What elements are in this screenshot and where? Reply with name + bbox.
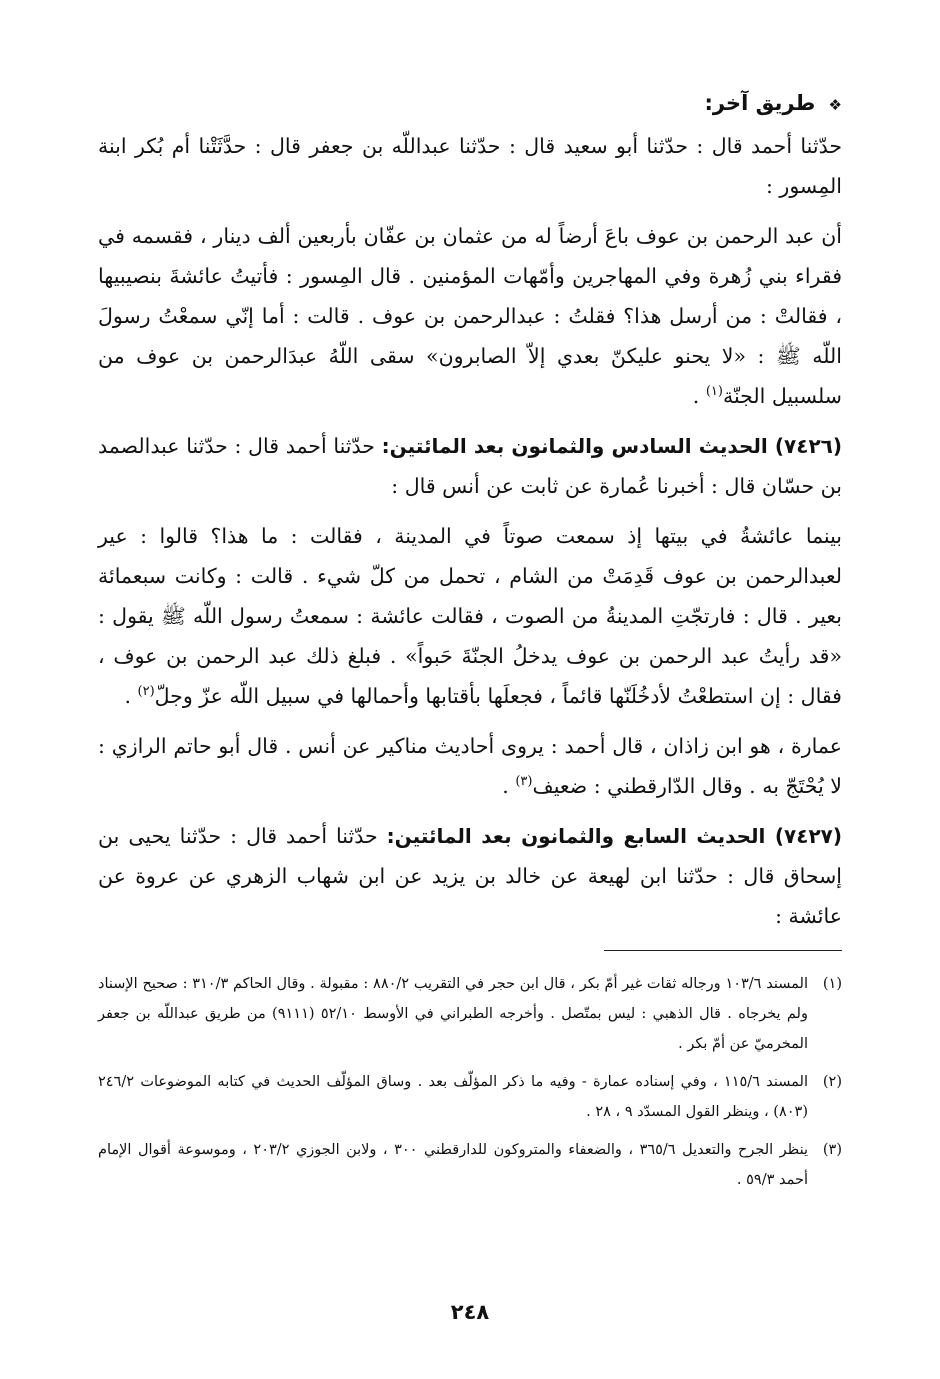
page-number: ٢٤٨ [450, 1300, 490, 1324]
footnote-3-text: ينظر الجرح والتعديل ٣٦٥/٦ ، والضعفاء والمتروكون للدارقطني ٣٠٠ ، ولابن الجوزي ٢٠٣/٢ ، وموسوعة أقوال الإمام أحمد ٥٩/٣ . [98, 1142, 808, 1188]
hadith-7427-isnad [98, 816, 842, 936]
matn-1-end: . [692, 384, 706, 408]
footnote-3 [98, 1135, 842, 1195]
footnote-ref-3[interactable]: (٣) [515, 774, 533, 790]
hadith-7426-title: (٧٤٢٦) الحديث السادس والثمانون بعد المائتين: [381, 434, 842, 458]
section-heading [98, 88, 842, 120]
matn-1-text: أن عبد الرحمن بن عوف باعَ أرضاً له من عثمان بن عفّان بأربعين ألف دينار ، فقسمه في فقراء بني زُهرة وفي المهاجرين وأمّهات المؤمنين . قال المِسور : فأتيتُ عائشةَ بنصيبيها ، فقالتْ : من أرسل هذا؟ فقلتُ : عبدالرحمن بن عوف . قالت : أما إنّي سمعْتُ رسولَ اللّه ﷺ : «لا يحنو عليكنّ بعدي إلاّ الصابرون» سقى اللّهُ عبدَالرحمن بن عوف من سلسبيل الجنّة [98, 224, 842, 408]
footnote-ref-1[interactable]: (١) [705, 384, 723, 400]
paragraph-isnad-1: حدّثنا أحمد قال : حدّثنا أبو سعيد قال : حدّثنا عبداللّه بن جعفر قال : حدَّثَتْنا أم بُكر ابنة المِسور : [98, 134, 842, 198]
page-body [98, 88, 842, 1203]
hadith-7426-text: حدّثنا أحمد قال : حدّثنا عبدالصمد بن حسّان قال : أخبرنا عُمارة عن ثابت عن أنس قال : [98, 434, 842, 498]
footnote-1-number: (١) [822, 976, 842, 992]
footnote-2-text: المسند ١١٥/٦ ، وفي إسناده عمارة - وفيه ما ذكر المؤلّف بعد . وساق المؤلّف الحديث في كتابه الموضوعات ٢٤٦/٢ (٨٠٣) ، وينظر القول المسدّد ٩ ، ٢٨ . [98, 1074, 808, 1120]
footnote-ref-2[interactable]: (٢) [137, 684, 155, 700]
footnote-3-number: (٣) [822, 1142, 842, 1158]
hadith-7426-isnad [98, 426, 842, 506]
matn-2-end: . [124, 684, 138, 708]
section-heading-text: طريق آخر: [704, 91, 816, 115]
hadith-7427-text: حدّثنا أحمد قال : حدّثنا يحيى بن إسحاق قال : حدّثنا ابن لهيعة عن خالد بن يزيد عن ابن شهاب الزهري عن عروة عن عائشة : [98, 824, 842, 928]
hadith-7427-title: (٧٤٢٧) الحديث السابع والثمانون بعد المائتين: [386, 824, 842, 848]
commentary-text: عمارة ، هو ابن زاذان ، قال أحمد : يروى أحاديث مناكير عن أنس . قال أبو حاتم الرازي : لا يُحْتَجّ به . وقال الدّارقطني : ضعيف [98, 734, 842, 798]
matn-2-text: بينما عائشةُ في بيتها إذ سمعت صوتاً في المدينة ، فقالت : ما هذا؟ قالوا : عير لعبدالرحمن بن عوف قَدِمَتْ من الشام ، تحمل من كلّ شيء . قالت : وكانت سبعمائة بعير . قال : فارتجّتِ المدينةُ من الصوت ، فقالت عائشة : سمعتُ رسول اللّه ﷺ يقول : «قد رأيتُ عبد الرحمن بن عوف يدخلُ الجنّةَ حَبواً» . فبلغ ذلك عبد الرحمن بن عوف ، فقال : إن استطعْتُ لأدخُلَنّها قائماً ، فجعلَها بأقتابها وأحمالها في سبيل اللّه عزّ وجلّ [98, 524, 842, 708]
footnote-2-number: (٢) [822, 1074, 842, 1090]
commentary-end: . [502, 774, 516, 798]
diamond-bullet-icon: ❖ [828, 96, 842, 114]
footnote-1-text: المسند ١٠٣/٦ ورجاله ثقات غير أمّ بكر ، قال ابن حجر في التقريب ٨٨٠/٢ : مقبولة . وقال الحاكم ٣١٠/٣ : صحيح الإسناد ولم يخرجاه . قال الذهبي : ليس بمتّصل . وأخرجه الطبراني في الأوسط ٥٢/١٠ (٩١١١) من طريق عبداللّه بن جعفر المخرميّ عن أمّ بكر . [98, 976, 808, 1052]
footnotes [98, 969, 842, 1195]
paragraph-matn-1 [98, 216, 842, 416]
paragraph-matn-2 [98, 516, 842, 716]
paragraph-commentary [98, 726, 842, 806]
footnote-1 [98, 969, 842, 1059]
footnote-separator [604, 950, 842, 951]
footnote-2 [98, 1067, 842, 1127]
